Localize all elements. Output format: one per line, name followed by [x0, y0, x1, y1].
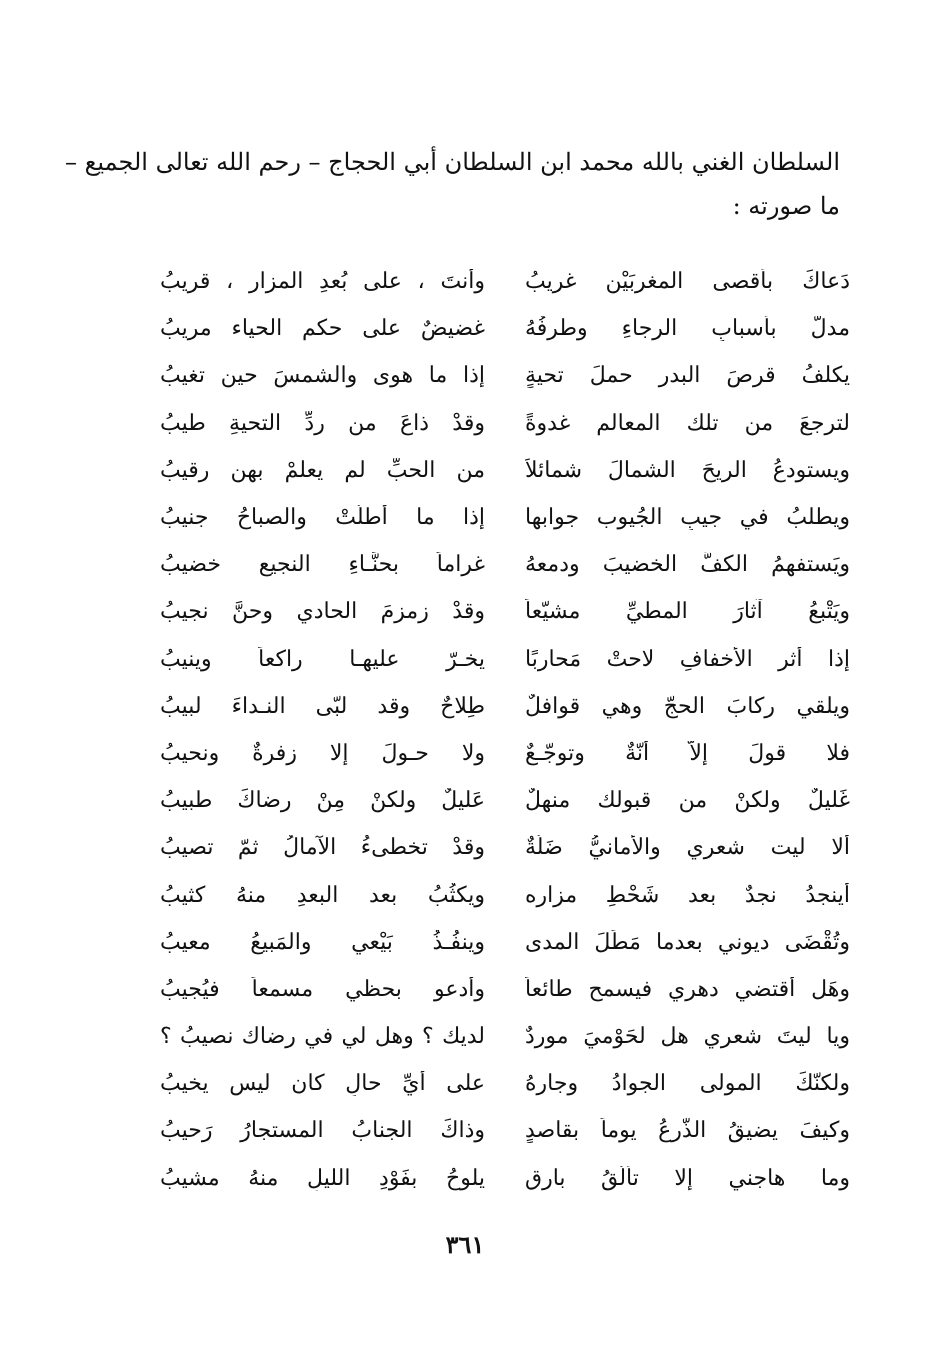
verse [160, 447, 850, 494]
verse-right-hemistich: أينجدُ نجدٌ بعد شَحْطِ مزاره [525, 882, 850, 908]
verse [160, 305, 850, 352]
page-number: ٣٦١ [445, 1230, 485, 1259]
verse [160, 258, 850, 305]
verse-right-hemistich: ويَتْبعُ آثارَ المطيِّ مشيّعاً [525, 599, 850, 625]
verse-right-hemistich: يكلفُ قرصَ البدر حملَ تحيةٍ [525, 363, 850, 389]
verse [160, 352, 850, 399]
verse-left-hemistich: وأنتَ ، على بُعدِ المزار ، قريبُ [160, 269, 485, 295]
verse-right-hemistich: فلا قولَ إلاّ أنّةٌ وتوجّـعٌ [525, 740, 850, 766]
verse-right-hemistich: وما هاجني إلا تألّقُ بارقٍ [525, 1165, 850, 1191]
verse-right-hemistich: ويستودعُ الريحَ الشمالَ شمائلاً [525, 457, 850, 483]
verse-left-hemistich: إذا ما أطلَّتْ والصباحُ جنيبُ [160, 505, 485, 531]
intro-line-1: السلطان الغني بالله محمد ابن السلطان أبي الحجاج – رحم الله تعالى الجميع – [64, 148, 840, 176]
verse-left-hemistich: غضيضٌ على حكم الحياء مريبُ [160, 316, 485, 342]
verse [160, 400, 850, 447]
verse [160, 919, 850, 966]
verse-right-hemistich: غَليلٌ ولكنْ من قبولك منهلٌ [525, 788, 850, 814]
verse-left-hemistich: إذا ما هوى والشمسَ حين تغيبُ [160, 363, 485, 389]
verse-left-hemistich: وينفُـذُ بَيْعي والمَبيعُ معيبُ [160, 929, 485, 955]
verse-left-hemistich: وذاكَ الجنابُ المستجارُ رَحيبُ [160, 1118, 485, 1144]
intro-text [64, 140, 840, 228]
verse [160, 777, 850, 824]
verse-right-hemistich: ألا ليت شعري والأمانيُّ ضَلّةٌ [525, 835, 850, 861]
poem [160, 258, 850, 1202]
verse [160, 1013, 850, 1060]
verse [160, 588, 850, 635]
verse [160, 1155, 850, 1202]
verse-right-hemistich: مدلٌّ بأسبابِ الرجاءِ وطرفُهُ [525, 316, 850, 342]
verse-right-hemistich: ولكنّكَ المولى الجوادُ وجارهُ [525, 1071, 850, 1097]
verse-right-hemistich: ويطلبُ في جيبِ الجُيوب جوابها [525, 505, 850, 531]
verse-left-hemistich: طِلاحٌ وقد لبّى النـداءَ لبيبُ [160, 693, 485, 719]
verse [160, 824, 850, 871]
verse-right-hemistich: وتُقْضَى ديوني بعدما مَطَلَ المدى [525, 929, 850, 955]
verse-right-hemistich: ويَستفهمُ الكفَّ الخضيبَ ودمعهُ [525, 552, 850, 578]
verse-left-hemistich: على أيِّ حالٍ كان ليس يخيبُ [160, 1071, 485, 1097]
verse-right-hemistich: لترجعَ من تلك المعالم غدوةً [525, 410, 850, 436]
verse [160, 683, 850, 730]
verse-right-hemistich: وكيفَ يضيقُ الذّرعُ يوماً بقاصدٍ [525, 1118, 850, 1144]
verse-left-hemistich: من الحبِّ لم يعلمْ بهن رقيبُ [160, 457, 485, 483]
verse [160, 730, 850, 777]
verse-left-hemistich: ولا حـولَ إلا زفرةٌ ونحيبُ [160, 740, 485, 766]
verse [160, 966, 850, 1013]
verse-left-hemistich: وقدْ زمزمَ الحادي وحنَّ نجيبُ [160, 599, 485, 625]
verse-left-hemistich: وأدعو بحظي مسمعاً فيُجيبُ [160, 976, 485, 1002]
verse-right-hemistich: ويلقي ركابَ الحجّ وهي قوافلٌ [525, 693, 850, 719]
verse-left-hemistich: وقدْ تخطىءُ الآمالُ ثمّ تصيبُ [160, 835, 485, 861]
verse-right-hemistich: دَعاكَ بأقصى المغربَيْنِ غريبُ [525, 269, 850, 295]
verse [160, 494, 850, 541]
verse [160, 636, 850, 683]
verse-right-hemistich: إذا أثر الأخفافِ لاحتْ مَحاربًا [525, 646, 850, 672]
verse-left-hemistich: وقدْ ذاعَ من ردِّ التحيةِ طيبُ [160, 410, 485, 436]
verse-right-hemistich: وهَل أقتضي دهري فيسمح طائعاً [525, 976, 850, 1002]
verse-left-hemistich: لديك ؟ وهل لي في رضاك نصيبُ ؟ [160, 1024, 485, 1050]
verse [160, 871, 850, 918]
verse [160, 1060, 850, 1107]
verse-right-hemistich: ويا ليتَ شعري هل لحَوْميَ موردٌ [525, 1024, 850, 1050]
verse-left-hemistich: ويكثُبُ بعد البعدِ منهُ كثيبُ [160, 882, 485, 908]
verse-left-hemistich: غراماً بحنَّـاءِ النجيع خضيبُ [160, 552, 485, 578]
verse [160, 1107, 850, 1154]
verse-left-hemistich: يخـرّ عليهـا راكعاً وينيبُ [160, 646, 485, 672]
intro-line-2: ما صورته : [732, 192, 840, 220]
verse [160, 541, 850, 588]
verse-left-hemistich: عَليلٌ ولكنْ مِنْ رضاكَ طبيبُ [160, 788, 485, 814]
verse-left-hemistich: يلوحُ بفَوْدِ الليلِ منهُ مشيبُ [160, 1165, 485, 1191]
